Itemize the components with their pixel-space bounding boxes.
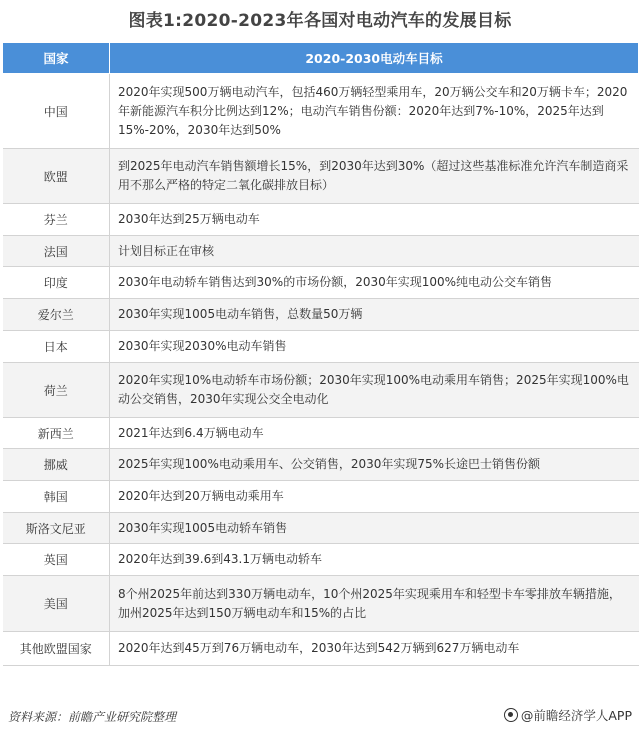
- target-cell: 2030年实现1005电动车销售，总数量50万辆: [110, 299, 639, 331]
- table-header-row: [3, 43, 639, 74]
- column-header-country: 国家: [3, 43, 110, 74]
- brand-logo-icon: [504, 708, 518, 722]
- target-cell: 2030年实现2030%电动车销售: [110, 331, 639, 363]
- table-row: [3, 576, 639, 632]
- target-cell: 2030年达到25万辆电动车: [110, 204, 639, 236]
- country-cell: 日本: [3, 331, 110, 363]
- target-cell: 2020年达到39.6到43.1万辆电动轿车: [110, 544, 639, 576]
- target-cell: 2020年达到45万到76万辆电动车，2030年达到542万辆到627万辆电动车: [110, 632, 639, 666]
- country-cell: 其他欧盟国家: [3, 632, 110, 666]
- table-row: [3, 149, 639, 204]
- country-cell: 英国: [3, 544, 110, 576]
- table-row: [3, 299, 639, 331]
- table-row: [3, 481, 639, 513]
- country-cell: 中国: [3, 74, 110, 149]
- table-row: [3, 513, 639, 544]
- table-row: [3, 418, 639, 449]
- target-cell: 2020年实现500万辆电动汽车，包括460万辆轻型乘用车，20万辆公交车和20万辆卡车；2020年新能源汽车积分比例达到12%；电动汽车销售份额：2020年达到7%-10%，2025年达到15%-20%，2030年达到50%: [110, 74, 639, 149]
- target-cell: 计划目标正在审核: [110, 236, 639, 267]
- brand-label: @前瞻经济学人APP: [520, 708, 632, 723]
- country-cell: 挪威: [3, 449, 110, 481]
- country-cell: 印度: [3, 267, 110, 299]
- country-cell: 斯洛文尼亚: [3, 513, 110, 544]
- table-row: [3, 236, 639, 267]
- target-cell: 2030年电动轿车销售达到30%的市场份额，2030年实现100%纯电动公交车销售: [110, 267, 639, 299]
- table-row: [3, 331, 639, 363]
- table-row: [3, 204, 639, 236]
- table-row: [3, 544, 639, 576]
- column-header-target: 2020-2030电动车目标: [110, 43, 639, 74]
- brand-watermark: [504, 706, 632, 724]
- table-row: [3, 363, 639, 418]
- target-cell: 2020年达到20万辆电动乘用车: [110, 481, 639, 513]
- ev-targets-table: [2, 42, 639, 666]
- table-row: [3, 74, 639, 149]
- source-note: 资料来源：前瞻产业研究院整理: [8, 710, 177, 724]
- country-cell: 法国: [3, 236, 110, 267]
- target-cell: 2020年实现10%电动轿车市场份额；2030年实现100%电动乘用车销售；2025年实现100%电动公交销售，2030年实现公交全电动化: [110, 363, 639, 418]
- target-cell: 2030年实现1005电动轿车销售: [110, 513, 639, 544]
- page-title: 图表1:2020-2023年各国对电动汽车的发展目标: [128, 11, 512, 31]
- country-cell: 芬兰: [3, 204, 110, 236]
- country-cell: 欧盟: [3, 149, 110, 204]
- target-cell: 8个州2025年前达到330万辆电动车，10个州2025年实现乘用车和轻型卡车零排放车辆措施，加州2025年达到150万辆电动车和15%的占比: [110, 576, 639, 632]
- target-cell: 到2025年电动汽车销售额增长15%，到2030年达到30%（超过这些基准标准允许汽车制造商采用不那么严格的特定二氧化碳排放目标）: [110, 149, 639, 204]
- country-cell: 韩国: [3, 481, 110, 513]
- table-row: [3, 449, 639, 481]
- country-cell: 美国: [3, 576, 110, 632]
- table-row: [3, 632, 639, 666]
- country-cell: 荷兰: [3, 363, 110, 418]
- target-cell: 2021年达到6.4万辆电动车: [110, 418, 639, 449]
- country-cell: 爱尔兰: [3, 299, 110, 331]
- table-row: [3, 267, 639, 299]
- target-cell: 2025年实现100%电动乘用车、公交销售，2030年实现75%长途巴士销售份额: [110, 449, 639, 481]
- country-cell: 新西兰: [3, 418, 110, 449]
